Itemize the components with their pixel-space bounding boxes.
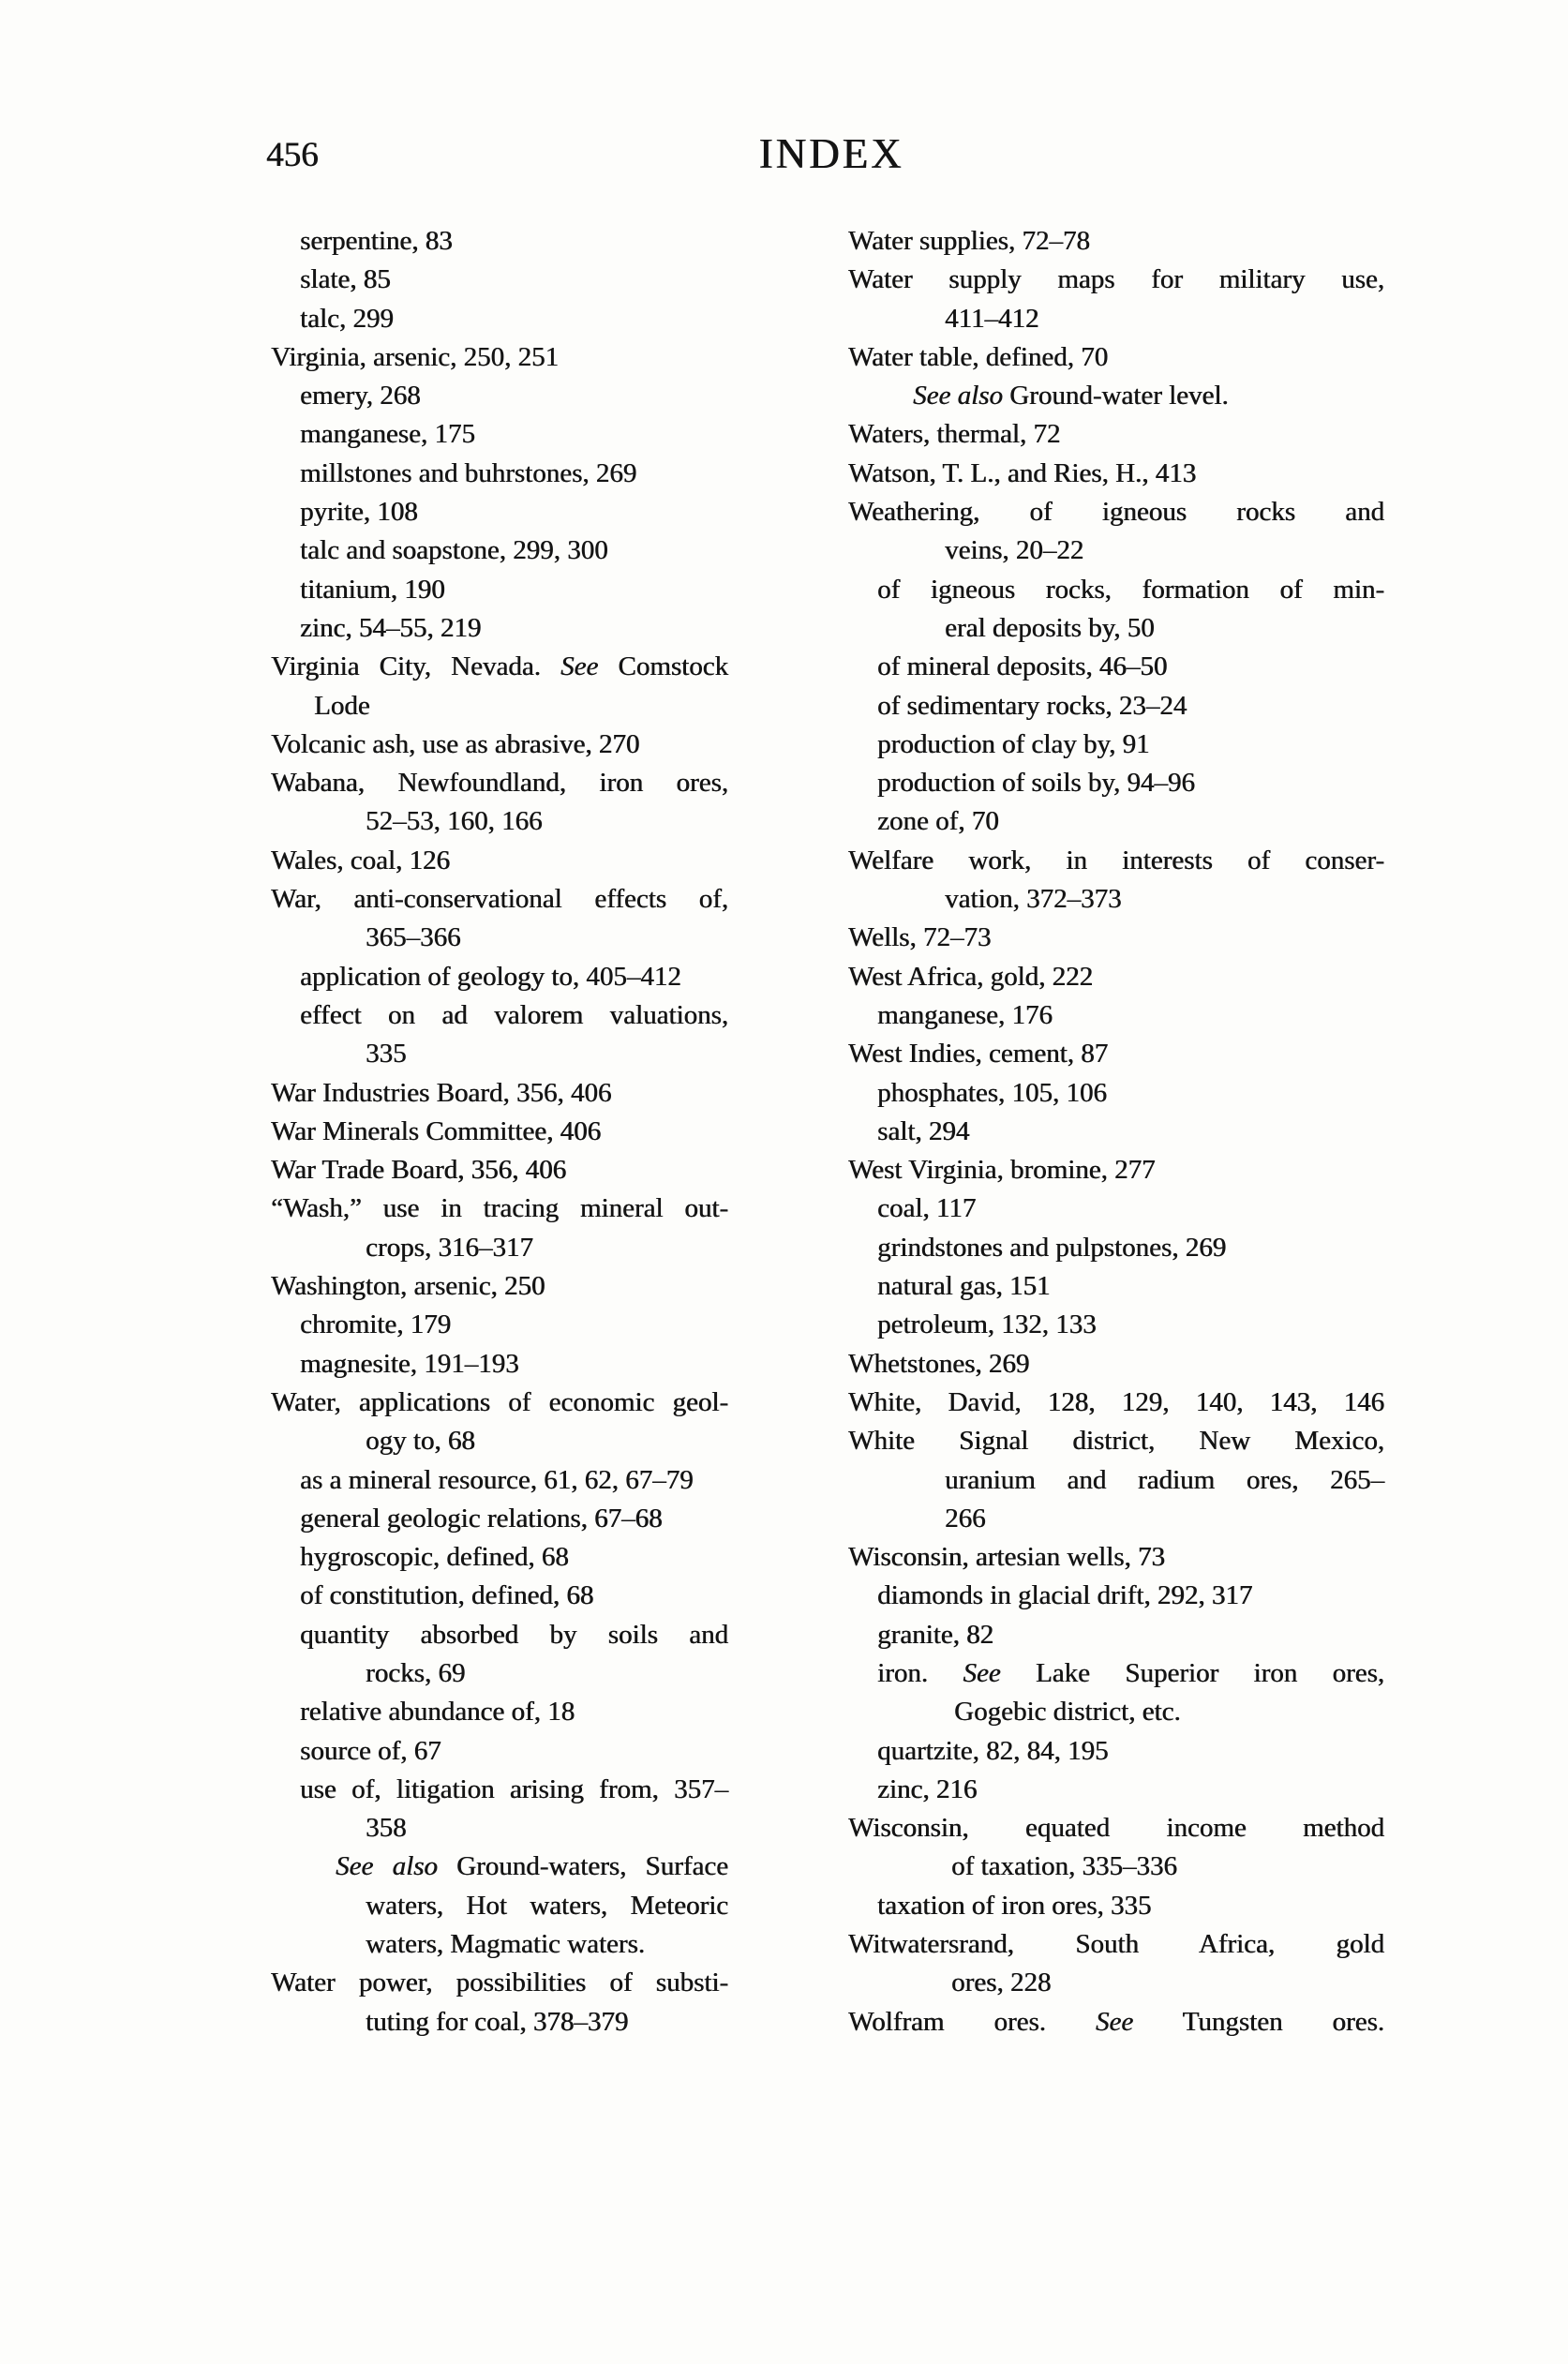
index-line: [300, 996, 728, 1035]
index-text: War, anti-conservational effects of,: [271, 884, 728, 915]
index-line: [945, 1461, 1384, 1500]
index-text: Washington, arsenic, 250: [271, 1271, 545, 1302]
index-line: [271, 1189, 728, 1228]
index-line: [848, 919, 1384, 957]
index-line: [848, 2003, 1384, 2042]
index-line: [300, 1616, 728, 1654]
index-text: Wisconsin, equated income method: [848, 1813, 1384, 1844]
index-line: [877, 1306, 1384, 1344]
index-text: Whetstones, 269: [848, 1348, 1030, 1379]
index-text: “Wash,” use in tracing mineral out-: [271, 1193, 728, 1224]
index-text: application of geology to, 405–412: [300, 961, 681, 992]
index-text: talc and soapstone, 299, 300: [300, 535, 608, 566]
index-text: of sedimentary rocks, 23–24: [877, 690, 1187, 721]
index-text: Watson, T. L., and Ries, H., 413: [848, 457, 1197, 488]
index-line: [271, 726, 728, 764]
index-text: phosphates, 105, 106: [877, 1077, 1107, 1108]
index-text: taxation of iron ores, 335: [877, 1890, 1152, 1921]
index-line: [300, 1306, 728, 1344]
index-line: [951, 1848, 1384, 1886]
index-line: [848, 1035, 1384, 1073]
index-text: eral deposits by, 50: [945, 612, 1155, 643]
index-text: magnesite, 191–193: [300, 1348, 519, 1379]
index-text: Weathering, of igneous rocks and: [848, 497, 1384, 528]
index-line: [848, 222, 1384, 261]
index-text: zinc, 54–55, 219: [300, 612, 482, 643]
index-text: veins, 20–22: [945, 535, 1084, 566]
index-line: [366, 2003, 728, 2042]
index-text: Ground-waters, Surface: [437, 1851, 728, 1882]
index-text: West Africa, gold, 222: [848, 961, 1094, 992]
index-text: relative abundance of, 18: [300, 1697, 575, 1728]
index-line: [300, 1577, 728, 1615]
index-text: War Trade Board, 356, 406: [271, 1155, 567, 1186]
index-line: [300, 222, 728, 261]
index-line: [271, 1074, 728, 1113]
index-line: [954, 1693, 1384, 1731]
see-also-ref: See also: [913, 381, 1003, 411]
index-text: ores, 228: [951, 1968, 1052, 1998]
index-line: [366, 1035, 728, 1073]
index-line: [848, 455, 1384, 493]
index-line: [877, 802, 1384, 841]
index-line: [271, 1151, 728, 1189]
index-text: source of, 67: [300, 1735, 441, 1766]
index-line: [271, 1384, 728, 1422]
index-line: [877, 764, 1384, 802]
index-line: [271, 880, 728, 919]
index-line: [945, 300, 1384, 338]
index-text: tuting for coal, 378–379: [366, 2006, 629, 2037]
index-text: grindstones and pulpstones, 269: [877, 1232, 1227, 1263]
index-line: [300, 571, 728, 609]
index-text: zinc, 216: [877, 1773, 978, 1804]
index-text: Wabana, Newfoundland, iron ores,: [271, 768, 728, 799]
index-line: [848, 493, 1384, 531]
index-line: [314, 687, 728, 726]
page-number: 456: [266, 136, 319, 174]
index-line: [913, 377, 1384, 415]
index-text: West Indies, cement, 87: [848, 1039, 1109, 1070]
index-line: [271, 1113, 728, 1151]
index-text: Wells, 72–73: [848, 922, 992, 953]
index-line: [336, 1848, 728, 1886]
index-text: granite, 82: [877, 1619, 994, 1650]
index-line: [271, 842, 728, 880]
index-line: [848, 1422, 1384, 1460]
index-text: natural gas, 151: [877, 1271, 1051, 1302]
index-line: [848, 1925, 1384, 1964]
index-text: emery, 268: [300, 381, 421, 411]
index-text: quantity absorbed by soils and: [300, 1619, 728, 1650]
index-line: [877, 1577, 1384, 1615]
index-text: War Industries Board, 356, 406: [271, 1077, 612, 1108]
index-text: diamonds in glacial drift, 292, 317: [877, 1580, 1253, 1611]
index-text: hygroscopic, defined, 68: [300, 1542, 569, 1573]
index-line: [366, 1887, 728, 1925]
index-text: coal, 117: [877, 1193, 977, 1224]
index-line: [848, 338, 1384, 377]
index-text: rocks, 69: [366, 1657, 466, 1688]
index-text: of constitution, defined, 68: [300, 1580, 594, 1611]
index-text: Wisconsin, artesian wells, 73: [848, 1542, 1165, 1573]
index-line: [300, 377, 728, 415]
index-text: 335: [366, 1039, 407, 1070]
index-line: [877, 1732, 1384, 1771]
index-text: Ground-water level.: [1002, 381, 1229, 411]
index-text: serpentine, 83: [300, 226, 453, 256]
index-text: use of, litigation arising from, 357–: [300, 1773, 728, 1804]
index-text: production of soils by, 94–96: [877, 768, 1195, 799]
index-line: [300, 261, 728, 299]
index-text: vation, 372–373: [945, 884, 1122, 915]
index-line: [877, 648, 1384, 686]
index-line: [300, 1771, 728, 1809]
index-line: [848, 1151, 1384, 1189]
index-text: Witwatersrand, South Africa, gold: [848, 1929, 1384, 1960]
index-text: Waters, thermal, 72: [848, 419, 1061, 450]
index-line: [300, 455, 728, 493]
index-line: [945, 880, 1384, 919]
index-line: [300, 1693, 728, 1731]
index-text: Lake Superior iron ores,: [1000, 1657, 1385, 1688]
index-line: [877, 1229, 1384, 1267]
index-line: [877, 1189, 1384, 1228]
index-text: quartzite, 82, 84, 195: [877, 1735, 1109, 1766]
index-line: [300, 300, 728, 338]
index-line: [271, 764, 728, 802]
index-line: [300, 1732, 728, 1771]
index-text: titanium, 190: [300, 574, 445, 605]
index-line: [300, 1538, 728, 1577]
index-text: uranium and radium ores, 265–: [945, 1464, 1384, 1495]
index-line: [945, 1500, 1384, 1538]
index-text: of mineral deposits, 46–50: [877, 651, 1168, 682]
index-line: [366, 1422, 728, 1460]
index-text: 52–53, 160, 166: [366, 806, 543, 837]
index-text: Volcanic ash, use as abrasive, 270: [271, 728, 640, 759]
index-text: pyrite, 108: [300, 497, 418, 528]
index-line: [366, 1925, 728, 1964]
index-line: [848, 1809, 1384, 1848]
index-text: Tungsten ores.: [1133, 2006, 1384, 2037]
index-text: 358: [366, 1813, 407, 1844]
index-text: Virginia, arsenic, 250, 251: [271, 341, 559, 372]
index-text: Virginia City, Nevada.: [271, 651, 560, 682]
index-text: production of clay by, 91: [877, 728, 1150, 759]
index-line: [300, 1500, 728, 1538]
index-text: waters, Magmatic waters.: [366, 1929, 645, 1960]
index-line: [366, 802, 728, 841]
index-text: Water table, defined, 70: [848, 341, 1109, 372]
index-text: manganese, 176: [877, 999, 1053, 1030]
index-line: [271, 1267, 728, 1306]
index-line: [848, 1538, 1384, 1577]
index-line: [300, 958, 728, 996]
index-text: 365–366: [366, 922, 461, 953]
index-text: iron.: [877, 1657, 963, 1688]
index-line: [945, 609, 1384, 648]
see-also-ref: See: [560, 651, 599, 682]
index-line: [951, 1964, 1384, 2002]
index-text: Comstock: [598, 651, 728, 682]
index-line: [366, 919, 728, 957]
index-text: Water supply maps for military use,: [848, 264, 1384, 295]
index-line: [877, 1654, 1384, 1693]
index-text: millstones and buhrstones, 269: [300, 457, 637, 488]
index-text: Wales, coal, 126: [271, 845, 450, 875]
index-column-left: [271, 222, 728, 2042]
index-text: zone of, 70: [877, 806, 999, 837]
index-text: 411–412: [945, 303, 1039, 334]
index-text: Wolfram ores.: [848, 2006, 1096, 2037]
index-line: [271, 1964, 728, 2002]
index-text: of taxation, 335–336: [951, 1851, 1177, 1882]
index-text: slate, 85: [300, 264, 391, 295]
index-line: [271, 338, 728, 377]
index-line: [877, 1616, 1384, 1654]
index-text: of igneous rocks, formation of min-: [877, 574, 1384, 605]
index-line: [366, 1654, 728, 1693]
index-line: [945, 531, 1384, 570]
index-text: petroleum, 132, 133: [877, 1309, 1097, 1340]
index-text: West Virginia, bromine, 277: [848, 1155, 1156, 1186]
index-line: [300, 415, 728, 454]
index-line: [300, 531, 728, 570]
index-line: [877, 1074, 1384, 1113]
index-text: 266: [945, 1503, 986, 1534]
index-line: [848, 1384, 1384, 1422]
index-text: Welfare work, in interests of conser-: [848, 845, 1384, 875]
index-text: War Minerals Committee, 406: [271, 1115, 602, 1146]
index-text: talc, 299: [300, 303, 394, 334]
index-text: Water, applications of economic geol-: [271, 1386, 728, 1417]
index-text: Water supplies, 72–78: [848, 226, 1090, 256]
index-line: [877, 1887, 1384, 1925]
see-also-ref: See also: [336, 1851, 438, 1882]
index-line: [877, 1113, 1384, 1151]
index-text: waters, Hot waters, Meteoric: [366, 1890, 728, 1921]
index-line: [848, 261, 1384, 299]
index-text: Water power, possibilities of substi-: [271, 1968, 728, 1998]
index-line: [300, 1345, 728, 1384]
index-line: [877, 726, 1384, 764]
index-line: [848, 958, 1384, 996]
index-line: [300, 1461, 728, 1500]
index-line: [366, 1809, 728, 1848]
index-text: as a mineral resource, 61, 62, 67–79: [300, 1464, 694, 1495]
index-line: [877, 1771, 1384, 1809]
index-line: [877, 687, 1384, 726]
index-text: Gogebic district, etc.: [954, 1697, 1181, 1728]
index-line: [300, 493, 728, 531]
index-line: [877, 996, 1384, 1035]
index-text: ogy to, 68: [366, 1426, 475, 1457]
index-text: chromite, 179: [300, 1309, 452, 1340]
index-column-right: [848, 222, 1384, 2042]
index-text: White Signal district, New Mexico,: [848, 1426, 1384, 1457]
index-text: manganese, 175: [300, 419, 475, 450]
index-line: [848, 415, 1384, 454]
page-title: INDEX: [758, 130, 904, 177]
index-text: general geologic relations, 67–68: [300, 1503, 663, 1534]
index-line: [848, 1345, 1384, 1384]
index-text: White, David, 128, 129, 140, 143, 146: [848, 1386, 1384, 1417]
index-line: [366, 1229, 728, 1267]
index-line: [271, 648, 728, 686]
index-text: crops, 316–317: [366, 1232, 533, 1263]
index-line: [877, 1267, 1384, 1306]
index-text: effect on ad valorem valuations,: [300, 999, 728, 1030]
index-line: [877, 571, 1384, 609]
index-line: [848, 842, 1384, 880]
index-text: salt, 294: [877, 1115, 970, 1146]
index-text: Lode: [314, 690, 370, 721]
index-line: [300, 609, 728, 648]
see-also-ref: See: [1095, 2006, 1134, 2037]
see-also-ref: See: [963, 1657, 1001, 1688]
